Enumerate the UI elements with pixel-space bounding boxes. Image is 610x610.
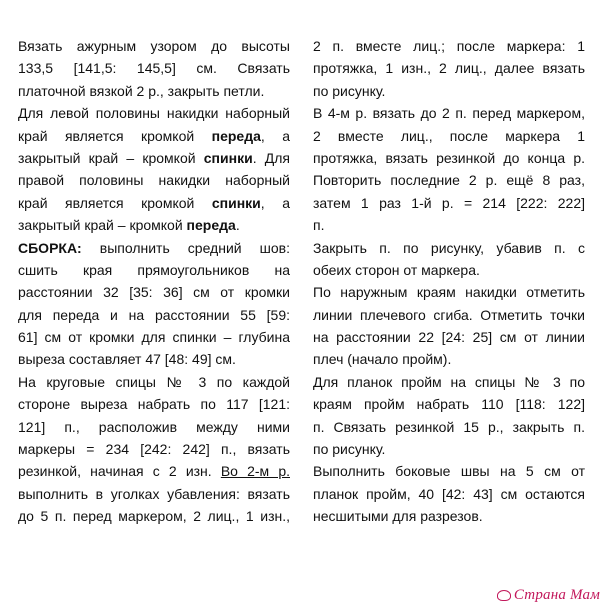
text-line: В 4-м р. вязать до 2 п. перед маркером,	[313, 105, 585, 122]
text-line: до 5 п. перед маркером, 2 лиц., 1 изн.,	[18, 508, 290, 525]
text-line: линии плечевого сгиба. Отметить точки	[313, 306, 585, 323]
text-line: выреза составляет 47 [48: 49] см.	[18, 351, 236, 368]
text-line: край является кромкой переда, а	[18, 127, 290, 144]
text-line: Для планок пройм на спицы № 3 по	[313, 373, 585, 390]
text-line: расстоянии 32 [35: 36] см от кромки	[18, 284, 290, 301]
text-line: стороне выреза набрать по 117 [121:	[18, 396, 290, 413]
text-line: 2 п. вместе лиц.; после маркера: 1	[313, 38, 585, 54]
text-line: платочной вязкой 2 р., закрыть петли.	[18, 82, 265, 99]
text-line: резинкой, начиная с 2 изн. Во 2-м р.	[18, 463, 290, 480]
text-line: планок пройм, 40 [42: 43] см остаются	[313, 485, 585, 502]
bold-text: переда	[211, 127, 261, 144]
bold-text: спинки	[211, 194, 261, 211]
text-line: Выполнить боковые швы на 5 см от	[313, 463, 585, 480]
text-line: По наружным краям накидки отметить	[313, 284, 585, 301]
stroller-icon	[497, 588, 511, 600]
text-line: протяжка, вязать резинкой до конца р.	[313, 149, 585, 166]
left-column	[18, 35, 290, 528]
bold-text: переда	[186, 217, 236, 234]
text-line: край является кромкой спинки, а	[18, 194, 290, 211]
text-line: на расстоянии 22 [24: 25] см от линии	[313, 329, 585, 346]
text-line: затем 1 раз 1-й р. = 214 [222: 222]	[313, 194, 585, 211]
text-line: маркеры = 234 [242: 242] п., вязать	[18, 441, 290, 458]
text-line: плеч (начало пройм).	[313, 351, 452, 368]
text-line: 121] п., расположив между ними	[18, 418, 290, 435]
text-line: п. Связать резинкой 15 р., закрыть п.	[313, 418, 585, 435]
text-line: краям пройм набрать 110 [118: 122]	[313, 396, 585, 413]
text-line: сшить края прямоугольников на	[18, 261, 290, 278]
text-line: 61] см от кромки для спинки – глубина	[18, 329, 290, 346]
text-line: 133,5 [141,5: 145,5] см. Связать	[18, 60, 290, 77]
text-line: правой половины накидки наборный	[18, 172, 290, 189]
bold-text: СБОРКА:	[18, 239, 82, 256]
bold-text: спинки	[203, 149, 253, 166]
text-line: закрытый край – кромкой переда.	[18, 217, 240, 234]
text-line: протяжка, 1 изн., 2 лиц., далее вязать	[313, 60, 585, 77]
watermark	[497, 587, 600, 604]
text-line: обеих сторон от маркера.	[313, 261, 480, 278]
text-line: Вязать ажурным узором до высоты	[18, 38, 290, 54]
text-line: Повторить последние 2 р. ещё 8 раз,	[313, 172, 585, 189]
text-line: Закрыть п. по рисунку, убавив п. с	[313, 239, 585, 256]
right-column	[313, 35, 585, 528]
text-line: по рисунку.	[313, 82, 386, 99]
text-line: выполнить в уголках убавления: вязать	[18, 485, 290, 502]
text-line: СБОРКА: выполнить средний шов:	[18, 239, 290, 256]
text-line: закрытый край – кромкой спинки. Для	[18, 149, 290, 166]
text-line: по рисунку.	[313, 441, 386, 458]
text-line: На круговые спицы № 3 по каждой	[18, 373, 290, 390]
text-line: п.	[313, 217, 325, 234]
watermark-text: Страна Мам	[513, 587, 600, 603]
text-line: для переда и на расстоянии 55 [59:	[18, 306, 290, 323]
underlined-text: Во 2-м р.	[220, 463, 290, 480]
text-line: несшитыми для разрезов.	[313, 508, 483, 525]
text-line: Для левой половины накидки наборный	[18, 105, 290, 122]
text-line: 2 вместе лиц., после маркера 1	[313, 127, 585, 144]
